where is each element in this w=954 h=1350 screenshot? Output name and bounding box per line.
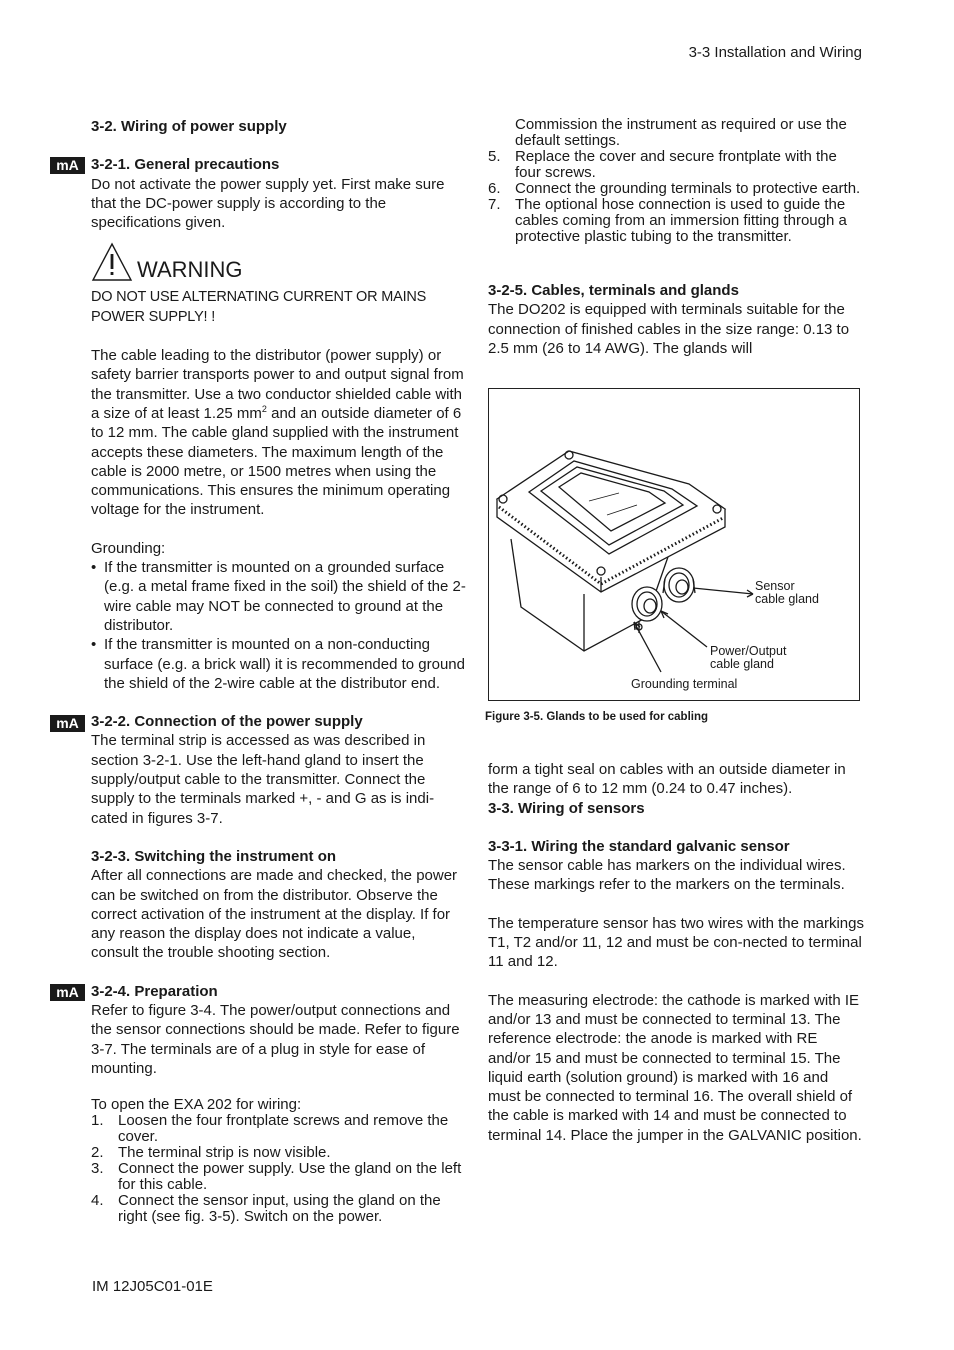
- section-title: 3-2. Wiring of power supply: [91, 118, 287, 135]
- paragraph: The terminal strip is accessed as was described in section 3-2-1. Use the left-hand gland to insert the supply/output cable to the transmitter. Connect the supply to the terminals marked +, - and G as is indi-cated in figures 3-7.: [91, 732, 435, 827]
- warning-triangle-icon: [91, 242, 133, 282]
- list-item: 4. Connect the sensor input, using the gland on the right (see fig. 3-5). Switch on the power.: [91, 1192, 441, 1226]
- grounding-list: [91, 558, 466, 693]
- list-item: 6. Connect the grounding terminals to protective earth.: [488, 180, 861, 197]
- list-item: • If the transmitter is mounted on a grounded surface (e.g. a metal frame fixed in the soil) the shield of the 2-wire cable may NOT be connected to ground at the distributor.: [91, 558, 466, 635]
- list-item: • If the transmitter is mounted on a non-conducting surface (e.g. a brick wall) it is recommended to ground the shield of the 2-wire cable at the distributor end.: [91, 635, 466, 693]
- section-title: 3-3. Wiring of sensors: [488, 799, 645, 817]
- grounding-terminal-label: Grounding terminal: [631, 677, 738, 691]
- section-title: 3-2-1. General precautions: [91, 156, 280, 174]
- right-column-lower: [488, 760, 864, 1145]
- grounding-title: Grounding:: [91, 539, 166, 557]
- ma-badge: mA: [50, 157, 85, 174]
- list-item: 3. Connect the power supply. Use the gland on the left for this cable.: [91, 1160, 462, 1194]
- power-gland-label: Power/Output cable gland: [710, 644, 787, 671]
- left-column: [91, 117, 466, 1225]
- paragraph: The temperature sensor has two wires with the markings T1, T2 and/or 11, 12 and must be con-nected to terminal 11 and 12.: [488, 914, 864, 971]
- warning-text: DO NOT USE ALTERNATING CURRENT OR MAINS POWER SUPPLY! !: [91, 289, 427, 325]
- section-title: 3-3-1. Wiring the standard galvanic sensor: [488, 837, 790, 855]
- steps-list-right: [488, 117, 864, 245]
- cable-paragraph: The cable leading to the distributor (power supply) or safety barrier transports power to and output signal from the transmitter. Use a two conductor shielded cable with a size of at least 1.25 $mm^2$ and an outside diameter of 6 to 12 mm. The cable gland supplied with the instrument accepts these diameters. The maximum length of the cable is 2000 metre, or 1500 metres when using the communications. This ensures the minimum operating voltage for the instrument.: [91, 347, 464, 519]
- list-item: 5. Replace the cover and secure frontplate with the four screws.: [488, 148, 837, 181]
- paragraph: The sensor cable has markers on the individual wires. These markings refer to the markers on the terminals.: [488, 857, 846, 894]
- open-intro: To open the EXA 202 for wiring:: [91, 1096, 302, 1114]
- paragraph: After all connections are made and checked, the power can be switched on from the distributor. Observe the correct activation of the instrument at the display. If for any reason the display does not indicate a value, consult the trouble shooting section.: [91, 867, 458, 962]
- steps-list-left: [91, 1113, 466, 1225]
- section-title: 3-2-2. Connection of the power supply: [91, 713, 363, 731]
- figure-box: [488, 388, 860, 701]
- transmitter-illustration: [489, 389, 859, 700]
- section-title: 3-2-3. Switching the instrument on: [91, 847, 337, 865]
- paragraph: Do not activate the power supply yet. First make sure that the DC-power supply is according to the specifications given.: [91, 175, 445, 232]
- paragraph: Refer to figure 3-4. The power/output connections and the sensor connections should be made. Refer to figure 3-7. The terminals are of a plug in style for ease of mounting.: [91, 1001, 460, 1077]
- right-column: [488, 117, 864, 358]
- ma-badge: mA: [50, 715, 85, 732]
- page-header: 3-3 Installation and Wiring: [688, 44, 862, 61]
- list-item: 1. Loosen the four frontplate screws and remove the cover.: [91, 1112, 449, 1146]
- page-footer: IM 12J05C01-01E: [92, 1278, 213, 1295]
- figure-caption: Figure 3-5. Glands to be used for cabling: [485, 711, 709, 723]
- list-item: 7. The optional hose connection is used to guide the cables coming from an immersion fitting through a protective plastic tubing to the transmitter.: [488, 196, 847, 245]
- sensor-gland-label: Sensor cable gland: [755, 579, 819, 606]
- warning-title: WARNING: [137, 257, 243, 283]
- section-title: 3-2-4. Preparation: [91, 982, 218, 1000]
- paragraph: form a tight seal on cables with an outside diameter in the range of 6 to 12 mm (0.24 to 0.47 inches).: [488, 761, 846, 798]
- list-item: Commission the instrument as required or use the default settings.: [515, 116, 847, 149]
- list-item: 2. The terminal strip is now visible.: [91, 1144, 331, 1162]
- warning-heading: [91, 240, 466, 282]
- ma-badge: mA: [50, 984, 85, 1001]
- section-title: 3-2-5. Cables, terminals and glands: [488, 282, 739, 299]
- paragraph: The measuring electrode: the cathode is marked with IE and/or 13 and must be connected to terminal 13. The reference electrode: the anode is marked with RE and/or 15 and must be connected to terminal 15. The liquid earth (solution ground) is marked with 16 and must be connected to terminal 16. The overall shield of the cable is marked with 14 and must be connected to terminal 14. Place the jumper in the GALVANIC position.: [488, 991, 862, 1144]
- paragraph: The DO202 is equipped with terminals suitable for the connection of finished cables in the size range: 0.13 to 2.5 mm (26 to 14 AWG). The glands will: [488, 301, 850, 357]
